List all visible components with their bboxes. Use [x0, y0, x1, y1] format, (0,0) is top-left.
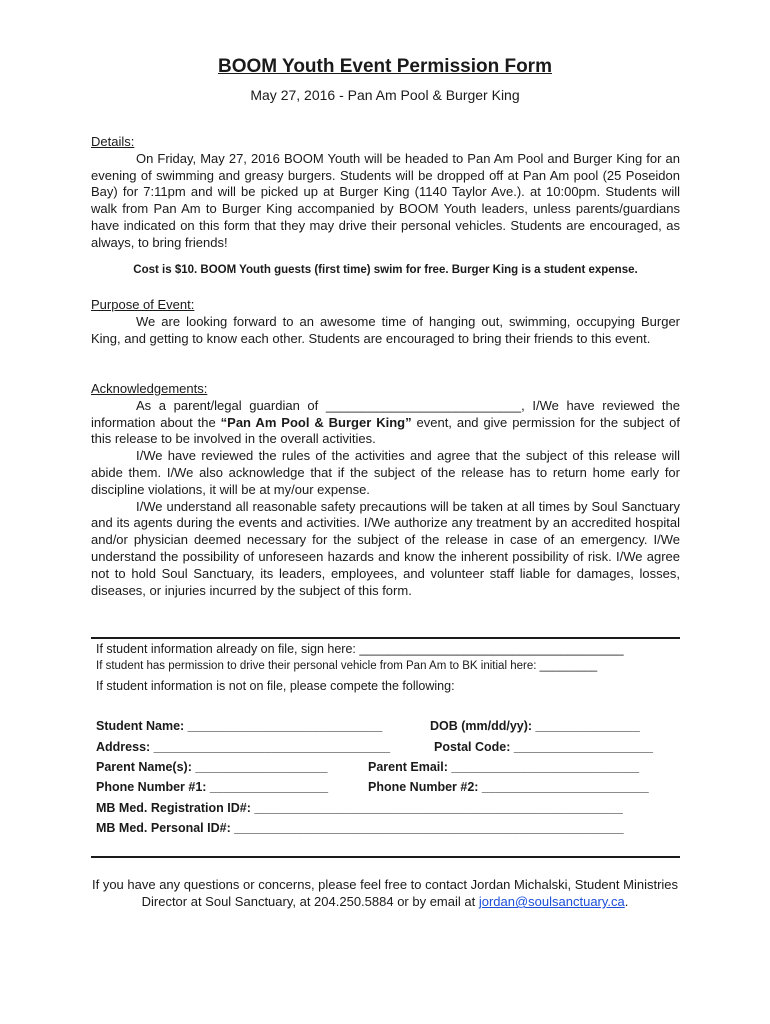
student-name-field[interactable]: Student Name: ____________________________: [96, 719, 383, 733]
form-subtitle: May 27, 2016 - Pan Am Pool & Burger King: [250, 87, 520, 103]
postal-code-field[interactable]: Postal Code: ____________________: [434, 740, 653, 754]
purpose-heading: Purpose of Event:: [91, 297, 195, 312]
parent-names-field[interactable]: Parent Name(s): ___________________: [96, 760, 328, 774]
address-field[interactable]: Address: __________________________________: [96, 740, 391, 754]
contact-email-link[interactable]: jordan@soulsanctuary.ca: [478, 894, 625, 909]
phone-number-2-field[interactable]: Phone Number #2: ________________________: [368, 780, 649, 794]
footer-end: .: [624, 894, 629, 909]
not-on-file-instruction: If student information is not on file, please compete the following:: [96, 679, 455, 693]
bottom-divider: [91, 856, 680, 858]
purpose-body: We are looking forward to an awesome time of hanging out, swimming, occupying Burger King, and getting to know each other. Students are encouraged to bring their friends to this event.: [91, 313, 680, 346]
purpose-section: [91, 297, 680, 347]
acknowledgement-paragraph-1: [91, 398, 680, 448]
parent-email-field[interactable]: Parent Email: ___________________________: [368, 760, 640, 774]
phone-number-1-field[interactable]: Phone Number #1: _________________: [96, 780, 329, 794]
mb-med-personal-field[interactable]: MB Med. Personal ID#: ________________________________________________________: [96, 821, 624, 835]
acknowledgements-section: [91, 381, 680, 599]
dob-field[interactable]: DOB (mm/dd/yy): _______________: [430, 719, 640, 733]
on-file-signature-line[interactable]: If student information already on file, sign here: ______________________________________: [96, 642, 624, 656]
details-heading: Details:: [91, 134, 135, 149]
ack-p1-start: As a parent/legal guardian of ___________________________, I/We have reviewed the information about the: [91, 397, 680, 430]
details-body: On Friday, May 27, 2016 BOOM Youth will be headed to Pan Am Pool and Burger King for an evening of swimming and greasy burgers. Students will be dropped off at Pan Am pool (25 Poseidon Bay) for 7:11pm and will be picked up at Burger King (1140 Taylor Ave.). at 10:00pm. Students will walk from Pan Am to Burger King accompanied by BOOM Youth leaders, unless parents/guardians have indicated on this form that they may drive their personal vehicles. Students are encouraged, as always, to bring friends!: [91, 150, 680, 250]
acknowledgements-heading: Acknowledgements:: [91, 381, 208, 396]
mb-med-registration-field[interactable]: MB Med. Registration ID#: _____________________________________________________: [96, 801, 623, 815]
acknowledgement-paragraph-3: I/We understand all reasonable safety precautions will be taken at all times by Soul Sanctuary and its agents during the events and activities. I/We authorize any treatment by an accredited hospital and/or physician deemed necessary for the subject of the release in case of an emergency. I/We understand the possibility of unforeseen hazards and know the inherent possibility of risk. I/We agree not to hold Soul Sanctuary, its leaders, employees, and volunteer staff liable for damages, losses, diseases, or injuries incurred by the subject of this form.: [91, 498, 680, 598]
acknowledgement-paragraph-2: I/We have reviewed the rules of the activities and agree that the subject of this release will abide them. I/We also acknowledge that if the subject of the release has to return home early for discipline violations, it will be at my/our expense.: [91, 448, 680, 497]
cost-note: Cost is $10. BOOM Youth guests (first time) swim for free. Burger King is a student expense.: [133, 264, 638, 276]
ack-event-name: “Pan Am Pool & Burger King”: [220, 414, 412, 430]
top-divider: [91, 637, 680, 639]
ack-p1-end: event, and give permission for the subject of this release to be involved in the overall activities.: [91, 414, 680, 447]
details-section: [91, 134, 680, 252]
form-title: BOOM Youth Event Permission Form: [218, 56, 552, 77]
footer-text: If you have any questions or concerns, please feel free to contact Jordan Michalski, Student Ministries Director at Soul Sanctuary, at 204.250.5884 or by email at: [91, 877, 679, 909]
contact-footer: [85, 876, 685, 910]
drive-permission-initial-line[interactable]: If student has permission to drive their personal vehicle from Pan Am to BK initial here: _________: [96, 660, 598, 672]
